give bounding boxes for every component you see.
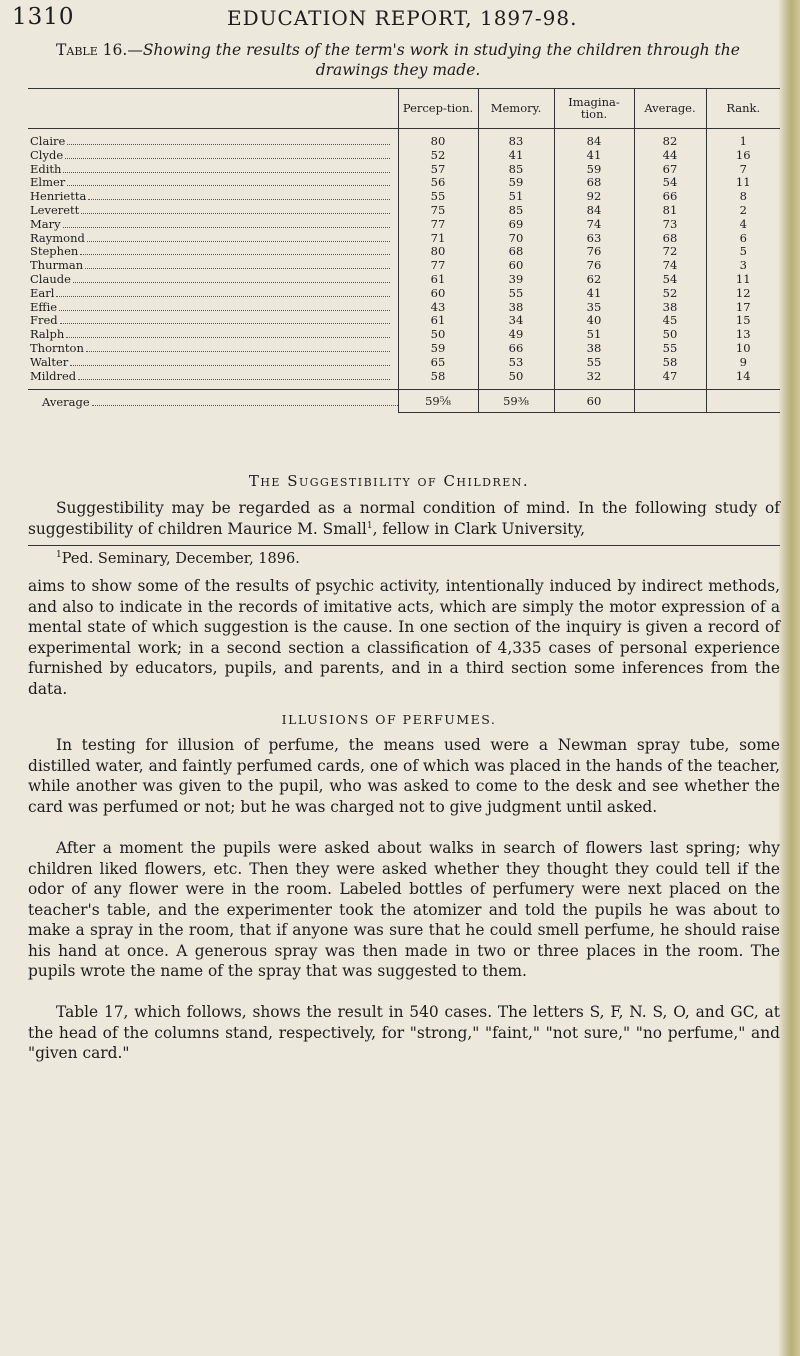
cell-memory: 55: [478, 287, 554, 301]
header-memory: Memory.: [478, 88, 554, 129]
dot-leader: [80, 245, 390, 255]
cell-average: 66: [634, 190, 706, 204]
dot-leader: [81, 204, 390, 214]
cell-imagination: 32: [554, 370, 634, 384]
cell-rank: 11: [706, 176, 780, 190]
average-memory: 59⅜: [478, 390, 554, 413]
subheading-illusions: ILLUSIONS OF PERFUMES.: [281, 712, 497, 727]
dot-leader: [92, 396, 398, 406]
student-name: Mary: [30, 217, 61, 231]
cell-average: 72: [634, 245, 706, 259]
cell-memory: 53: [478, 356, 554, 370]
dot-leader: [60, 314, 390, 324]
table-label: Table 16.: [56, 41, 128, 59]
cell-name: [28, 190, 398, 204]
student-name: Raymond: [30, 231, 85, 245]
paragraph-aims: aims to show some of the results of psychic activity, intentionally induced by indirect methods, and also to indicate in the records of imitative acts, which are simply the motor expression of a mental state of which suggestion is the cause. In one section of the inquiry is given a record of experimental work; in a second section a classification of 4,335 cases of personal experience furnished by educators, pupils, and parents, and in a third section some inferences from the data.: [28, 577, 780, 698]
cell-rank: 12: [706, 287, 780, 301]
cell-average: 45: [634, 314, 706, 328]
cell-perception: 75: [398, 204, 478, 218]
cell-imagination: 84: [554, 129, 634, 149]
cell-name: [28, 301, 398, 315]
paragraph-intro-text-b: , fellow in Clark University,: [372, 519, 586, 538]
student-name: Earl: [30, 286, 55, 300]
paragraph-procedure: After a moment the pupils were asked about walks in search of flowers last spring; why children liked flowers, etc. Then they were asked whether they thought they could tell if the odor of any flower were in the room. Labeled bottles of perfumery were next placed on the teacher's table, and the experimenter took the atomizer and told the pupils he was about to make a spray in the room, that if anyone was sure that he could smell perfume, he should raise his hand at once. A generous spray was then made in two or three places in the room. The pupils wrote the name of the spray that was suggested to them.: [28, 839, 780, 980]
cell-rank: 6: [706, 232, 780, 246]
cell-rank: 1: [706, 129, 780, 149]
table-row: [28, 218, 780, 232]
paragraph-testing: In testing for illusion of perfume, the means used were a Newman spray tube, some distilled water, and faintly perfumed cards, one of which was placed in the hands of the teacher, while another was given to the pupil, who was asked to come to the desk and see whether the card was perfumed or not; but he was charged not to give judgment until asked.: [28, 736, 780, 816]
cell-name: [28, 287, 398, 301]
cell-rank: 4: [706, 218, 780, 232]
cell-name: [28, 273, 398, 287]
cell-imagination: 74: [554, 218, 634, 232]
header-name: [28, 88, 398, 129]
table-row: [28, 190, 780, 204]
table-caption-text: —Showing the results of the term's work in studying the children through the drawings they made.: [127, 41, 740, 79]
cell-imagination: 41: [554, 287, 634, 301]
footnote-mark: 1: [56, 550, 62, 561]
student-name: Henrietta: [30, 190, 87, 204]
cell-name: [28, 163, 398, 177]
header-perception: Percep-tion.: [398, 88, 478, 129]
student-name: Thornton: [30, 341, 84, 355]
table-row: [28, 314, 780, 328]
cell-rank: 9: [706, 356, 780, 370]
cell-average: 52: [634, 287, 706, 301]
paragraph-intro-text-a: Suggestibility may be regarded as a normal condition of mind. In the following study of suggestibility of children Maurice M. Small: [28, 499, 780, 538]
cell-perception: 57: [398, 163, 478, 177]
cell-imagination: 92: [554, 190, 634, 204]
header-rank: Rank.: [706, 88, 780, 129]
dot-leader: [67, 176, 390, 186]
student-name: Claire: [30, 134, 66, 148]
cell-perception: 59: [398, 342, 478, 356]
cell-memory: 85: [478, 163, 554, 177]
cell-name: [28, 245, 398, 259]
cell-memory: 70: [478, 232, 554, 246]
cell-perception: 77: [398, 218, 478, 232]
cell-imagination: 55: [554, 356, 634, 370]
footnote-ref: 1: [366, 520, 373, 531]
cell-imagination: 35: [554, 301, 634, 315]
student-name: Clyde: [30, 148, 64, 162]
cell-memory: 50: [478, 370, 554, 384]
table-row: [28, 245, 780, 259]
cell-memory: 51: [478, 190, 554, 204]
cell-memory: 59: [478, 176, 554, 190]
dot-leader: [87, 232, 390, 242]
dot-leader: [73, 273, 390, 283]
student-name: Fred: [30, 314, 58, 328]
results-table: [28, 88, 780, 413]
student-name: Ralph: [30, 328, 65, 342]
dot-leader: [56, 287, 390, 297]
cell-imagination: 76: [554, 245, 634, 259]
cell-name: [28, 218, 398, 232]
section-heading: The Suggestibility of Children.: [248, 472, 530, 490]
cell-perception: 55: [398, 190, 478, 204]
header-average: Average.: [634, 88, 706, 129]
dot-leader: [70, 356, 390, 366]
cell-rank: 2: [706, 204, 780, 218]
student-name: Walter: [30, 355, 69, 369]
cell-average: 50: [634, 328, 706, 342]
cell-rank: 13: [706, 328, 780, 342]
table-row: [28, 149, 780, 163]
cell-average: 55: [634, 342, 706, 356]
cell-average: 58: [634, 356, 706, 370]
student-name: Claude: [30, 272, 71, 286]
cell-memory: 68: [478, 245, 554, 259]
table-row: [28, 370, 780, 384]
paragraph-table17: Table 17, which follows, shows the result in 540 cases. The letters S, F, N. S, O, and GC, at the head of the columns stand, respectively, for "strong," "faint," "not sure," "no perfume," and "given card.": [28, 1003, 780, 1062]
running-head: EDUCATION REPORT, 1897-98.: [227, 6, 578, 30]
cell-average: 54: [634, 176, 706, 190]
average-rank: [706, 390, 780, 413]
cell-memory: 69: [478, 218, 554, 232]
cell-perception: 61: [398, 273, 478, 287]
dot-leader: [86, 342, 390, 352]
average-imagination: 60: [554, 390, 634, 413]
cell-rank: 15: [706, 314, 780, 328]
student-name: Thurman: [30, 259, 84, 273]
cell-average: 54: [634, 273, 706, 287]
table-row: [28, 232, 780, 246]
cell-perception: 61: [398, 314, 478, 328]
cell-memory: 39: [478, 273, 554, 287]
student-name: Effie: [30, 300, 58, 314]
cell-memory: 41: [478, 149, 554, 163]
cell-memory: 85: [478, 204, 554, 218]
page-edge: [778, 0, 800, 1356]
table-row: [28, 273, 780, 287]
cell-average: 68: [634, 232, 706, 246]
table-row: [28, 356, 780, 370]
cell-imagination: 62: [554, 273, 634, 287]
cell-imagination: 68: [554, 176, 634, 190]
cell-average: 73: [634, 218, 706, 232]
cell-imagination: 63: [554, 232, 634, 246]
average-perception: 59⅝: [398, 390, 478, 413]
header-imagination: Imagina-tion.: [554, 88, 634, 129]
cell-rank: 16: [706, 149, 780, 163]
footnote-text: Ped. Seminary, December, 1896.: [61, 551, 300, 567]
cell-perception: 71: [398, 232, 478, 246]
dot-leader: [59, 301, 390, 311]
cell-name: [28, 259, 398, 273]
cell-rank: 11: [706, 273, 780, 287]
dot-leader: [88, 190, 390, 200]
cell-memory: 38: [478, 301, 554, 315]
cell-name: [28, 176, 398, 190]
table-row: [28, 129, 780, 149]
cell-memory: 49: [478, 328, 554, 342]
table-row: [28, 204, 780, 218]
cell-imagination: 59: [554, 163, 634, 177]
cell-imagination: 84: [554, 204, 634, 218]
cell-name: [28, 149, 398, 163]
dot-leader: [63, 218, 390, 228]
cell-average: 44: [634, 149, 706, 163]
cell-perception: 50: [398, 328, 478, 342]
cell-average: 82: [634, 129, 706, 149]
cell-imagination: 38: [554, 342, 634, 356]
cell-imagination: 40: [554, 314, 634, 328]
cell-memory: 66: [478, 342, 554, 356]
cell-rank: 8: [706, 190, 780, 204]
cell-rank: 14: [706, 370, 780, 384]
cell-name: [28, 370, 398, 384]
cell-memory: 83: [478, 129, 554, 149]
cell-average: 47: [634, 370, 706, 384]
table-row: [28, 328, 780, 342]
table-header-row: [28, 88, 780, 129]
student-name: Elmer: [30, 176, 66, 190]
student-name: Edith: [30, 162, 62, 176]
dot-leader: [85, 259, 390, 269]
page-number: 1310: [12, 4, 75, 30]
cell-average: 67: [634, 163, 706, 177]
table-row: [28, 301, 780, 315]
cell-average: 74: [634, 259, 706, 273]
cell-name: [28, 356, 398, 370]
page-header: [12, 4, 772, 34]
cell-perception: 77: [398, 259, 478, 273]
table-row: [28, 342, 780, 356]
table-row: [28, 259, 780, 273]
student-name: Leverett: [30, 203, 80, 217]
cell-perception: 80: [398, 245, 478, 259]
student-name: Stephen: [30, 245, 79, 259]
cell-name: [28, 342, 398, 356]
cell-imagination: 41: [554, 149, 634, 163]
dot-leader: [78, 370, 390, 380]
dot-leader: [65, 149, 390, 159]
cell-imagination: 51: [554, 328, 634, 342]
cell-perception: 58: [398, 370, 478, 384]
cell-name: [28, 390, 398, 413]
cell-memory: 60: [478, 259, 554, 273]
cell-perception: 56: [398, 176, 478, 190]
cell-memory: 34: [478, 314, 554, 328]
cell-name: [28, 314, 398, 328]
student-name: Mildred: [30, 369, 77, 383]
cell-rank: 3: [706, 259, 780, 273]
average-label: Average: [42, 394, 90, 409]
table-row: [28, 176, 780, 190]
table-caption: [28, 40, 768, 80]
cell-rank: 7: [706, 163, 780, 177]
average-average: [634, 390, 706, 413]
cell-name: [28, 129, 398, 149]
cell-average: 38: [634, 301, 706, 315]
table-average-row: [28, 390, 780, 413]
dot-leader: [67, 135, 390, 145]
cell-perception: 65: [398, 356, 478, 370]
paragraph-intro: [28, 498, 780, 539]
cell-perception: 52: [398, 149, 478, 163]
cell-perception: 80: [398, 129, 478, 149]
cell-name: [28, 204, 398, 218]
cell-perception: 60: [398, 287, 478, 301]
footnote: [28, 551, 300, 567]
cell-rank: 5: [706, 245, 780, 259]
cell-rank: 17: [706, 301, 780, 315]
cell-average: 81: [634, 204, 706, 218]
dot-leader: [63, 163, 390, 173]
footnote-rule: [28, 545, 780, 546]
dot-leader: [66, 328, 390, 338]
cell-name: [28, 328, 398, 342]
cell-perception: 43: [398, 301, 478, 315]
table-row: [28, 163, 780, 177]
cell-name: [28, 232, 398, 246]
cell-imagination: 76: [554, 259, 634, 273]
table-row: [28, 287, 780, 301]
cell-rank: 10: [706, 342, 780, 356]
